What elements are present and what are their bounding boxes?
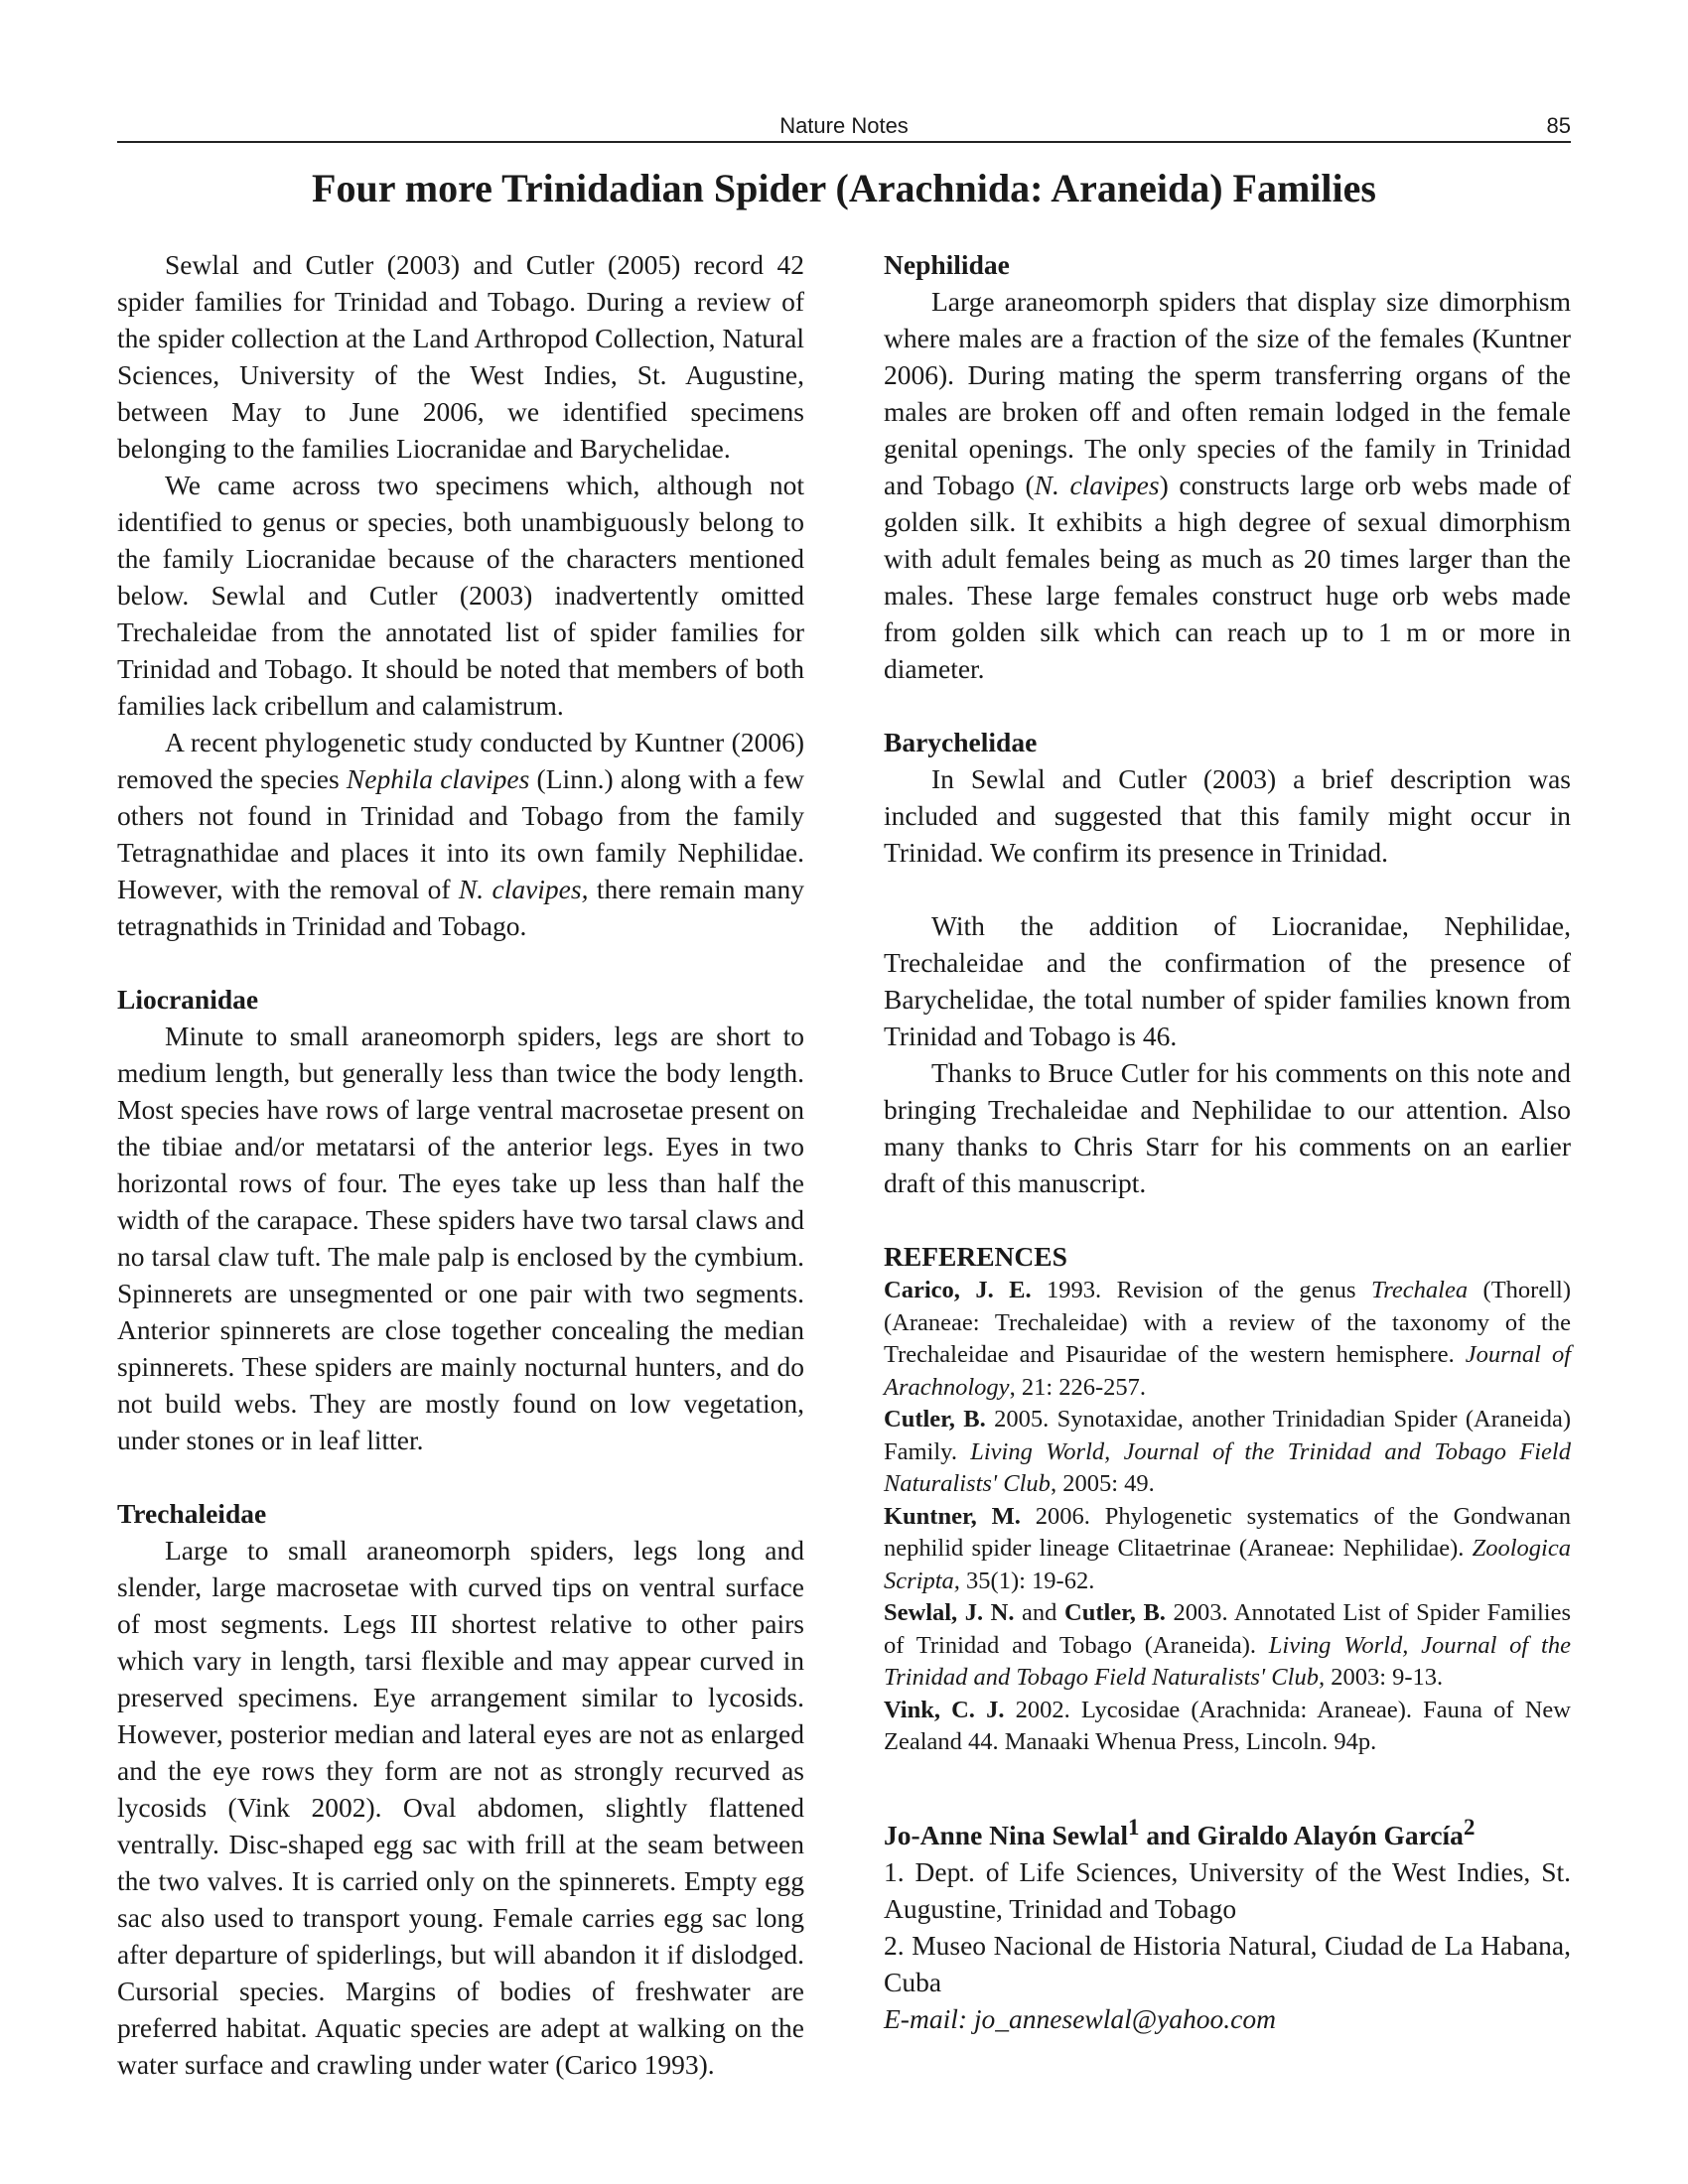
journal-section-name: Nature Notes: [779, 113, 909, 138]
nephilidae-text-a: Large araneomorph spiders that display size dimorphism where males are a fraction of the size of the females (Kuntner 2006). During mating the sperm transferring organs of the males are broken off and often remain lodged in the female genital openings. The only species of the family in Trinidad and Tobago (: [884, 286, 1571, 500]
running-header: [117, 111, 1571, 143]
reference-text: 2002. Lycosidae (Arachnida: Araneae). Fauna of New Zealand 44. Manaaki Whenua Press, Lincoln. 94p.: [884, 1696, 1571, 1755]
reference-author: Sewlal, J. N.: [884, 1599, 1015, 1626]
reference-text: 2006. Phylogenetic systematics of the Gondwanan nephilid spider lineage Clitaetrinae (Araneae: Nephilidae).: [884, 1502, 1571, 1562]
species-name-abbrev: N. clavipes: [1034, 470, 1160, 500]
references-list: [884, 1275, 1571, 1759]
trechaleidae-heading: Trechaleidae: [117, 1498, 267, 1529]
reference-journal: Living World, Journal of the Trinidad and Tobago Field Naturalists' Club: [884, 1437, 1571, 1497]
reference-author: Vink, C. J.: [884, 1696, 1005, 1723]
trechaleidae-text: Large to small araneomorph spiders, legs long and slender, large macrosetae with curved tips on ventral surface of most segments. Legs III shortest relative to other pairs which vary in length, tarsi flexible and may appear curved in preserved specimens. Eye arrangement similar to lycosids. However, posterior median and lateral eyes are not as enlarged and the eye rows they form are not as strongly recurved as lycosids (Vink 2002). Oval abdomen, slightly flattened ventrally. Disc-shaped egg sac with frill at the seam between the two valves. It is carried only on the spinnerets. Empty egg sac also used to transport young. Female carries egg sac long after departure of spiderlings, but will abandon it if dislodged. Cursorial species. Margins of bodies of freshwater are preferred habitat. Aquatic species are adept at walking on the water surface and crawling under water (Carico 1993).: [117, 1535, 804, 2080]
liocranidae-heading: Liocranidae: [117, 984, 259, 1015]
reference-author: Carico, J. E.: [884, 1277, 1032, 1303]
reference-text: , 21: 226-257.: [1009, 1373, 1147, 1401]
reference-text: 2003. Annotated List of Spider Families of Trinidad and Tobago (Araneida).: [884, 1599, 1571, 1659]
conclusion-paragraph: With the addition of Liocranidae, Nephilidae, Trechaleidae and the confirmation of the presence of Barychelidae, the total number of spider families known from Trinidad and Tobago is 46.: [884, 910, 1571, 1051]
reference-journal: Journal of Arachnology: [884, 1341, 1572, 1401]
barychelidae-text: In Sewlal and Cutler (2003) a brief description was included and suggested that this family might occur in Trinidad. We confirm its presence in Trinidad.: [884, 763, 1571, 868]
species-name-abbrev: N. clavipes,: [458, 874, 589, 904]
affiliation-marker: 2: [1463, 1814, 1476, 1840]
reference-item: [884, 1275, 1571, 1404]
author-name: and Giraldo Alayón García: [1139, 1819, 1464, 1850]
article-authors: [884, 1809, 1571, 1853]
reference-italic: Trechalea: [1371, 1277, 1469, 1303]
reference-item: [884, 1404, 1571, 1501]
reference-author: Kuntner, M.: [884, 1502, 1021, 1530]
acknowledgements-paragraph: Thanks to Bruce Cutler for his comments on this note and bringing Trechaleidae and Nephilidae to our attention. Also many thanks to Chris Starr for his comments on an earlier draft of this manuscript.: [884, 1057, 1571, 1198]
reference-item: [884, 1597, 1571, 1695]
spacer: [117, 1458, 804, 1495]
intro-p3-text-a: A recent phylogenetic study conducted by Kuntner (2006) removed the species: [117, 727, 804, 794]
reference-text: and: [1014, 1599, 1064, 1626]
intro-paragraph-2: We came across two specimens which, although not identified to genus or species, both unambiguously belong to the family Liocranidae because of the characters mentioned below. Sewlal and Cutler (2003) inadvertently omitted Trechaleidae from the annotated list of spider families for Trinidad and Tobago. It should be noted that members of both families lack cribellum and calamistrum.: [117, 470, 804, 721]
left-column: [117, 246, 804, 2083]
barychelidae-heading: Barychelidae: [884, 727, 1038, 757]
reference-item: [884, 1501, 1571, 1598]
reference-text: 2005. Synotaxidae, another Trinidadian Spider (Araneida) Family.: [884, 1406, 1571, 1465]
spacer: [117, 944, 804, 981]
liocranidae-text: Minute to small araneomorph spiders, legs are short to medium length, but generally less than twice the body length. Most species have rows of large ventral macrosetae present on the tibiae and/or metatarsi of the anterior legs. Eyes in two horizontal rows of four. The eyes take up less than half the width of the carapace. These spiders have two tarsal claws and no tarsal claw tuft. The male palp is enclosed by the cymbium. Spinnerets are unsegmented or one pair with two segments. Anterior spinnerets are close together concealing the median spinnerets. These spiders are mainly nocturnal hunters, and do not build webs. They are mostly found on low vegetation, under stones or in leaf litter.: [117, 1021, 804, 1455]
affiliation-marker: 1: [1128, 1814, 1140, 1840]
nephilidae-heading: Nephilidae: [884, 249, 1010, 280]
species-name-nephila: Nephila clavipes: [346, 763, 530, 794]
nephilidae-text-b: ) constructs large orb webs made of golden silk. It exhibits a high degree of sexual dimorphism with adult females being as much as 20 times larger than the males. These large females construct huge orb webs made from golden silk which can reach up to 1 m or more in diameter.: [884, 470, 1572, 684]
reference-item: [884, 1695, 1571, 1759]
article-title: Four more Trinidadian Spider (Arachnida: Araneida) Families: [312, 166, 1376, 210]
reference-journal: Living World, Journal of the Trinidad and Tobago Field Naturalists' Club,: [884, 1631, 1571, 1691]
references-heading: REFERENCES: [884, 1241, 1067, 1272]
reference-text: , 2005: 49.: [1050, 1470, 1155, 1497]
intro-p3-text-c: there remain many tetragnathids in Trinidad and Tobago.: [117, 874, 804, 941]
reference-author: Cutler, B.: [1064, 1599, 1166, 1626]
reference-journal: Zoologica Scripta,: [884, 1535, 1571, 1594]
affiliation-2: 2. Museo Nacional de Historia Natural, Ciudad de La Habana, Cuba: [884, 1929, 1571, 1997]
intro-paragraph-3: [117, 724, 804, 944]
spacer: [884, 687, 1571, 724]
reference-text: (Thorell) (Araneae: Trechaleidae) with a review of the taxonomy of the Trechaleidae and Pisauridae of the western hemisphere.: [884, 1277, 1571, 1368]
affiliation-1: 1. Dept. of Life Sciences, University of the West Indies, St. Augustine, Trinidad and Tobago: [884, 1855, 1571, 1924]
reference-text: 1993. Revision of the genus: [1031, 1277, 1372, 1303]
contact-email[interactable]: E-mail: jo_annesewlal@yahoo.com: [884, 2002, 1276, 2034]
page-number: 85: [1546, 113, 1571, 138]
reference-text: 2003: 9-13.: [1325, 1664, 1444, 1691]
reference-text: 35(1): 19-62.: [959, 1567, 1095, 1594]
spacer: [884, 871, 1571, 907]
spacer: [884, 1759, 1571, 1809]
right-column: [884, 246, 1571, 2037]
reference-author: Cutler, B.: [884, 1406, 986, 1433]
intro-paragraph-1: Sewlal and Cutler (2003) and Cutler (2005) record 42 spider families for Trinidad and Tobago. During a review of the spider collection at the Land Arthropod Collection, Natural Sciences, University of the West Indies, St. Augustine, between May to June 2006, we identified specimens belonging to the families Liocranidae and Barychelidae.: [117, 249, 804, 464]
author-name: Jo-Anne Nina Sewlal: [884, 1819, 1128, 1850]
spacer: [884, 1201, 1571, 1238]
intro-p3-text-b: (Linn.) along with a few others not found in Trinidad and Tobago from the family Tetragnathidae and places it into its own family Nephilidae. However, with the removal of: [117, 763, 805, 904]
nephilidae-text: [884, 283, 1571, 687]
